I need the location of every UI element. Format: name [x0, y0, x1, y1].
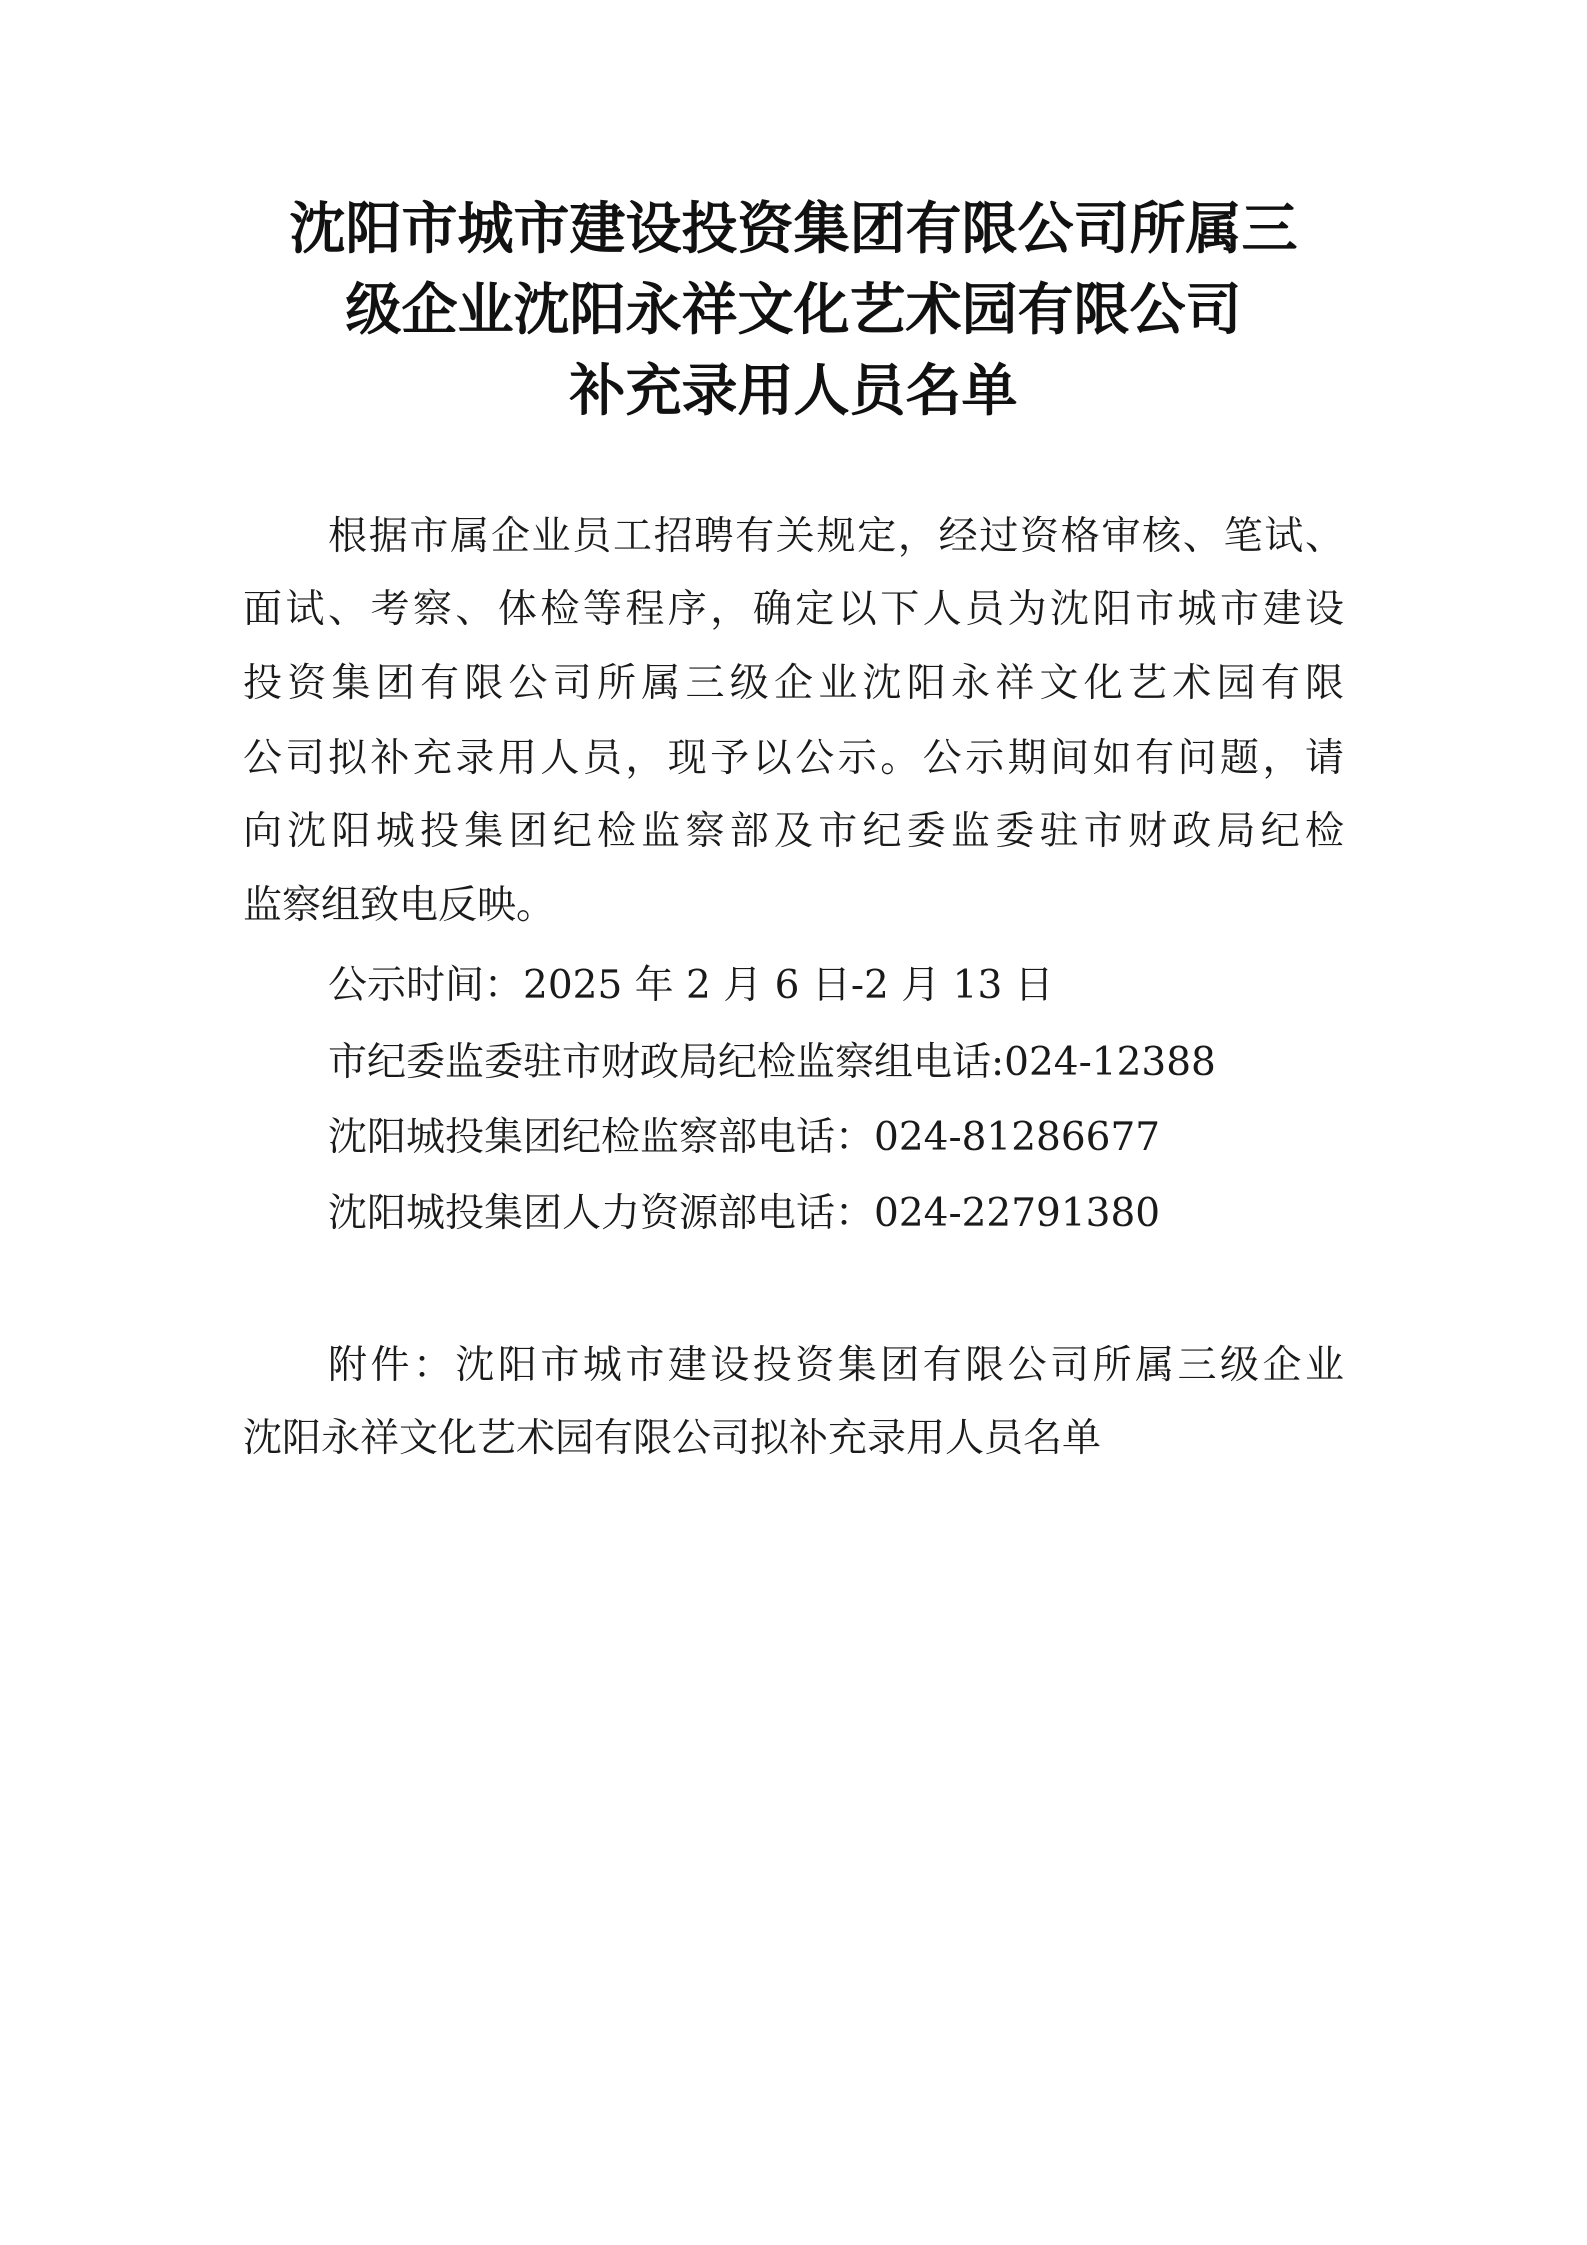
attachment-line-2: 沈阳永祥文化艺术园有限公司拟补充录用人员名单 [243, 1416, 1102, 1461]
intro-paragraph-line-2: 面试、考察、体检等程序，确定以下人员为沈阳市城市建设 [243, 587, 1344, 632]
contact-line-1: 市纪委监委驻市财政局纪检监察组电话:024-12388 [328, 1040, 1216, 1085]
attachment-line-1: 附件：沈阳市城市建设投资集团有限公司所属三级企业 [328, 1343, 1344, 1388]
document-title-line-3: 补充录用人员名单 [569, 358, 1018, 424]
document-title-line-1: 沈阳市城市建设投资集团有限公司所属三 [289, 196, 1298, 262]
contact-line-2: 沈阳城投集团纪检监察部电话：024-81286677 [328, 1115, 1161, 1160]
intro-paragraph-line-3: 投资集团有限公司所属三级企业沈阳永祥文化艺术园有限 [243, 661, 1344, 706]
intro-paragraph-line-5: 向沈阳城投集团纪检监察部及市纪委监委驻市财政局纪检 [243, 809, 1344, 854]
document-title-line-2: 级企业沈阳永祥文化艺术园有限公司 [345, 277, 1242, 343]
intro-paragraph-line-1: 根据市属企业员工招聘有关规定，经过资格审核、笔试、 [328, 514, 1344, 559]
notice-period: 公示时间：2025 年 2 月 6 日-2 月 13 日 [328, 963, 1054, 1008]
intro-paragraph-line-4: 公司拟补充录用人员，现予以公示。公示期间如有问题，请 [243, 736, 1344, 781]
intro-paragraph-line-6: 监察组致电反映。 [243, 883, 556, 928]
contact-line-3: 沈阳城投集团人力资源部电话：024-22791380 [328, 1191, 1161, 1236]
